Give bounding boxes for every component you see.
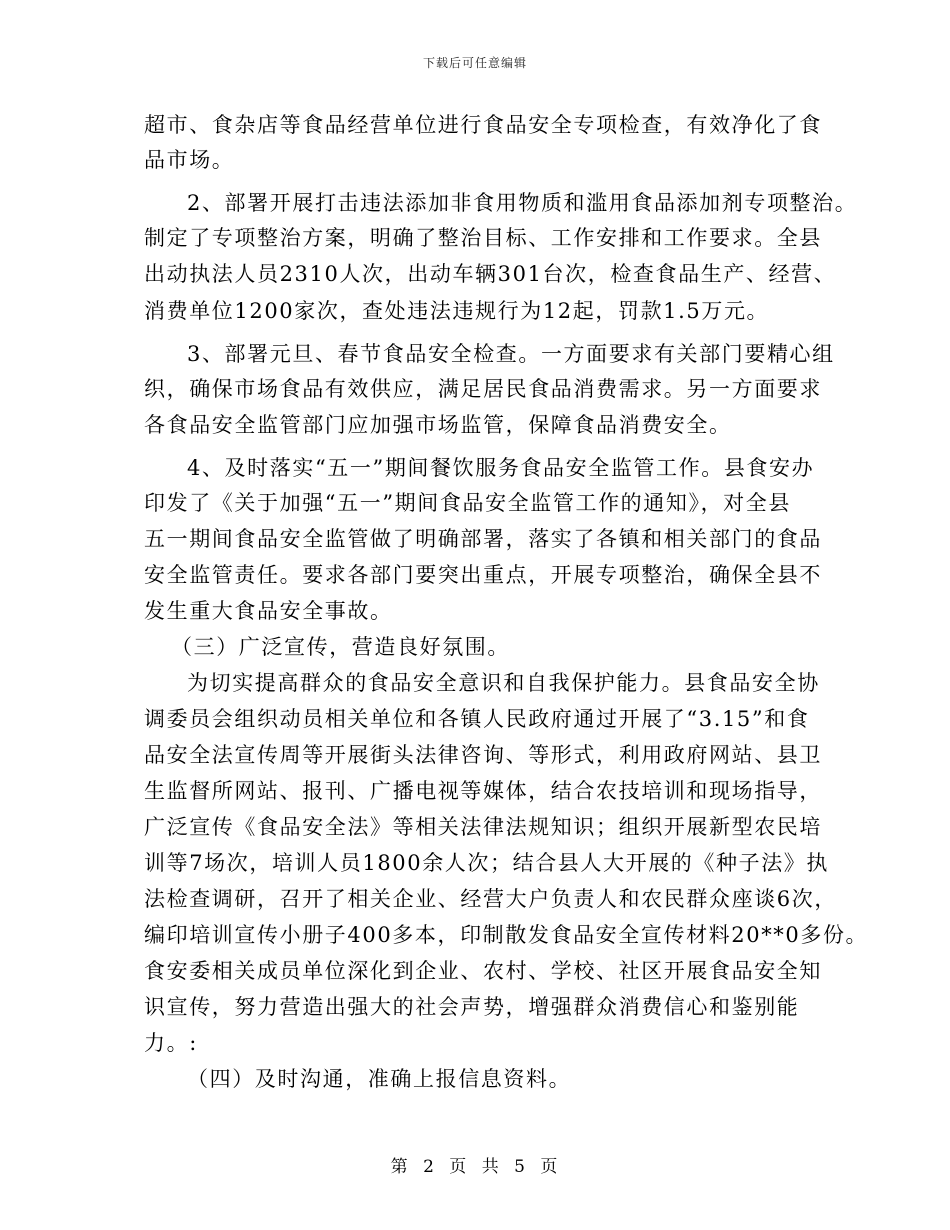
text-line: 品市场。 [144, 148, 235, 172]
text-line: 广泛宣传《食品安全法》等相关法律法规知识；组织开展新型农民培 [144, 815, 822, 839]
page-header: 下载后可任意编辑 [422, 56, 527, 70]
text-line: 出动执法人员2310人次，出动车辆301台次，检查食品生产、经营、 [144, 262, 837, 286]
text-line: 编印培训宣传小册子400多本，印制散发食品安全宣传材料20**0多份。 [144, 923, 869, 947]
text-line: 超市、食杂店等食品经营单位进行食品安全专项检查，有效净化了食 [144, 113, 822, 137]
text-line: 调委员会组织动员相关单位和各镇人民政府通过开展了“3.15”和食 [144, 707, 810, 731]
text-line: 安全监管责任。要求各部门要突出重点，开展专项整治，确保全县不 [144, 563, 822, 587]
text-line: 法检查调研，召开了相关企业、经营大户负责人和农民群众座谈6次， [144, 887, 837, 911]
text-line: 五一期间食品安全监管做了明确部署，落实了各镇和相关部门的食品 [144, 527, 822, 551]
text-line: 印发了《关于加强“五一”期间食品安全监管工作的通知》，对全县 [144, 491, 791, 515]
text-line: 消费单位1200家次，查处违法违规行为12起，罚款1.5万元。 [144, 299, 770, 323]
text-line: 训等7场次，培训人员1800余人次；结合县人大开展的《种子法》执 [144, 851, 830, 875]
section-heading: （四）及时沟通，准确上报信息资料。 [187, 1067, 572, 1091]
text-line: 2、部署开展打击违法添加非食用物质和滥用食品添加剂专项整治。 [187, 191, 858, 215]
text-line: 各食品安全监管部门应加强市场监管，保障食品消费安全。 [144, 413, 732, 437]
text-line: 品安全法宣传周等开展街头法律咨询、等形式，利用政府网站、县卫 [144, 743, 822, 767]
text-line: 4、及时落实“五一”期间餐饮服务食品安全监管工作。县食安办 [187, 456, 815, 480]
text-line: 制定了专项整治方案，明确了整治目标、工作安排和工作要求。全县 [144, 226, 822, 250]
text-line: 3、部署元旦、春节食品安全检查。一方面要求有关部门要精心组 [187, 342, 835, 366]
text-line: 织，确保市场食品有效供应，满足居民食品消费需求。另一方面要求 [144, 377, 822, 401]
text-line: 力。: [144, 1031, 198, 1055]
section-heading: （三）广泛宣传，营造良好氛围。 [171, 635, 510, 659]
text-line: 生监督所网站、报刊、广播电视等媒体，结合农技培训和现场指导， [144, 779, 822, 803]
text-line: 识宣传，努力营造出强大的社会声势，增强群众消费信心和鉴别能 [144, 995, 800, 1019]
text-line: 为切实提高群众的食品安全意识和自我保护能力。县食品安全协 [187, 671, 820, 695]
page-footer: 第 2 页 共 5 页 [390, 1157, 560, 1177]
text-line: 食安委相关成员单位深化到企业、农村、学校、社区开展食品安全知 [144, 959, 822, 983]
text-line: 发生重大食品安全事故。 [144, 599, 393, 623]
